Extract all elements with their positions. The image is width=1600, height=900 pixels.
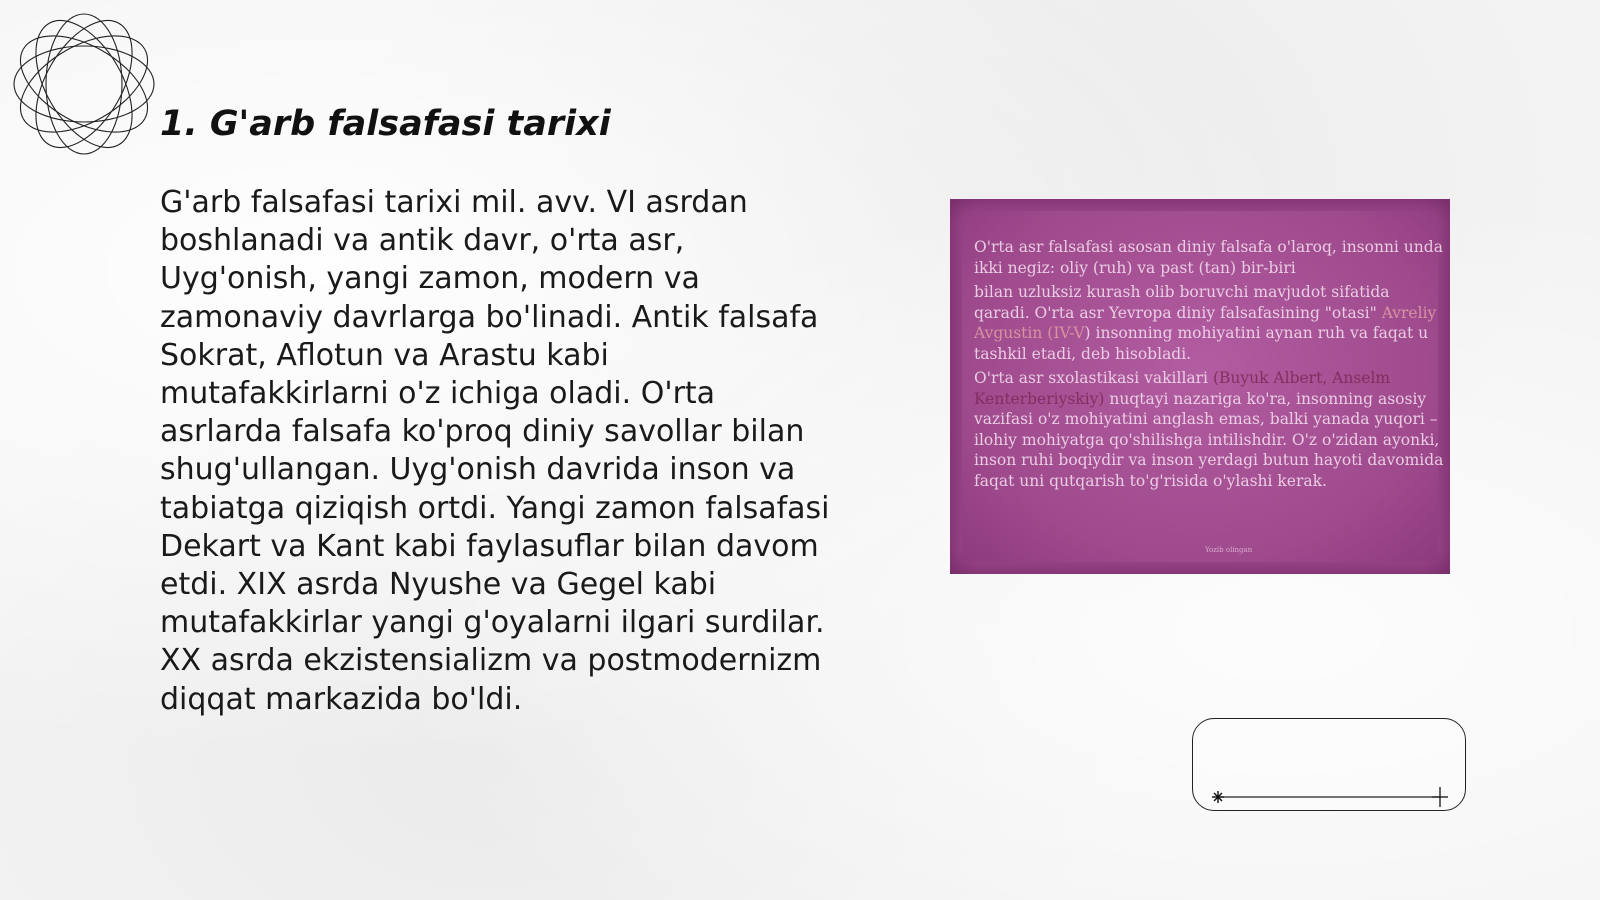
rosette-icon (10, 10, 158, 158)
quote-image (950, 199, 1450, 574)
sparkle-icon (1212, 791, 1224, 803)
quote-highlight-augustine: Avreliy Avgustin (IV-V (974, 303, 1437, 342)
quote-paragraph-3: O'rta asr sxolastikasi vakillari (Buyuk Albert, Anselm Kenterberiyskiy) nuqtayi nazariga ko'ra, insonning asosiy vazifasi o'z mohiyatini anglash emas, balki yanada yuqori – ilohiy mohiyatga qo'shilishga intilishdir. O'z o'zidan ayonki, inson ruhi boqiydir va inson yerdagi butun hayoti davomida faqat uni qutqarish to'g'risida o'ylashi kerak. (974, 369, 1444, 490)
quote-text (974, 237, 1444, 495)
decorative-line (1212, 787, 1457, 807)
quote-highlight-scholastics: (Buyuk Albert, Anselm Kenterberiyskiy) (974, 369, 1391, 408)
crosshair-icon (1432, 787, 1448, 807)
quote-paragraph-1: O'rta asr falsafasi asosan diniy falsafa o'laroq, insonni unda ikki negiz: oliy (ruh) va past (tan) bir-biri (974, 238, 1443, 277)
slide-title: 1. G'arb falsafasi tarixi (160, 104, 611, 144)
slide-paragraph: G'arb falsafasi tarixi mil. avv. VI asrdan boshlanadi va antik davr, o'rta asr, Uyg'onish, yangi zamon, modern va zamonaviy davrlarga bo'linadi. Antik falsafa Sokrat, Aflotun va Arastu kabi mutafakkirlarni o'z ichiga oladi. O'rta asrlarda falsafa ko'proq diniy savollar bilan shug'ullangan. Uyg'onish davrida inson va tabiatga qiziqish ortdi. Yangi zamon falsafasi Dekart va Kant kabi faylasuflar bilan davom etdi. XIX asrda Nyushe va Gegel kabi mutafakkirlar yangi g'oyalarni ilgari surdilar. XX asrda ekzistensializm va postmodernizm diqqat markazida bo'ldi. (160, 185, 830, 717)
quote-paragraph-2: bilan uzluksiz kurash olib boruvchi mavjudot sifatida qaradi. O'rta asr Yevropa diniy falsafasining "otasi" Avreliy Avgustin (IV-V) insonning mohiyatini aynan ruh va faqat u tashkil etadi, deb hisobladi. (974, 283, 1437, 363)
quote-signature: Yozib olingan (1205, 546, 1253, 554)
